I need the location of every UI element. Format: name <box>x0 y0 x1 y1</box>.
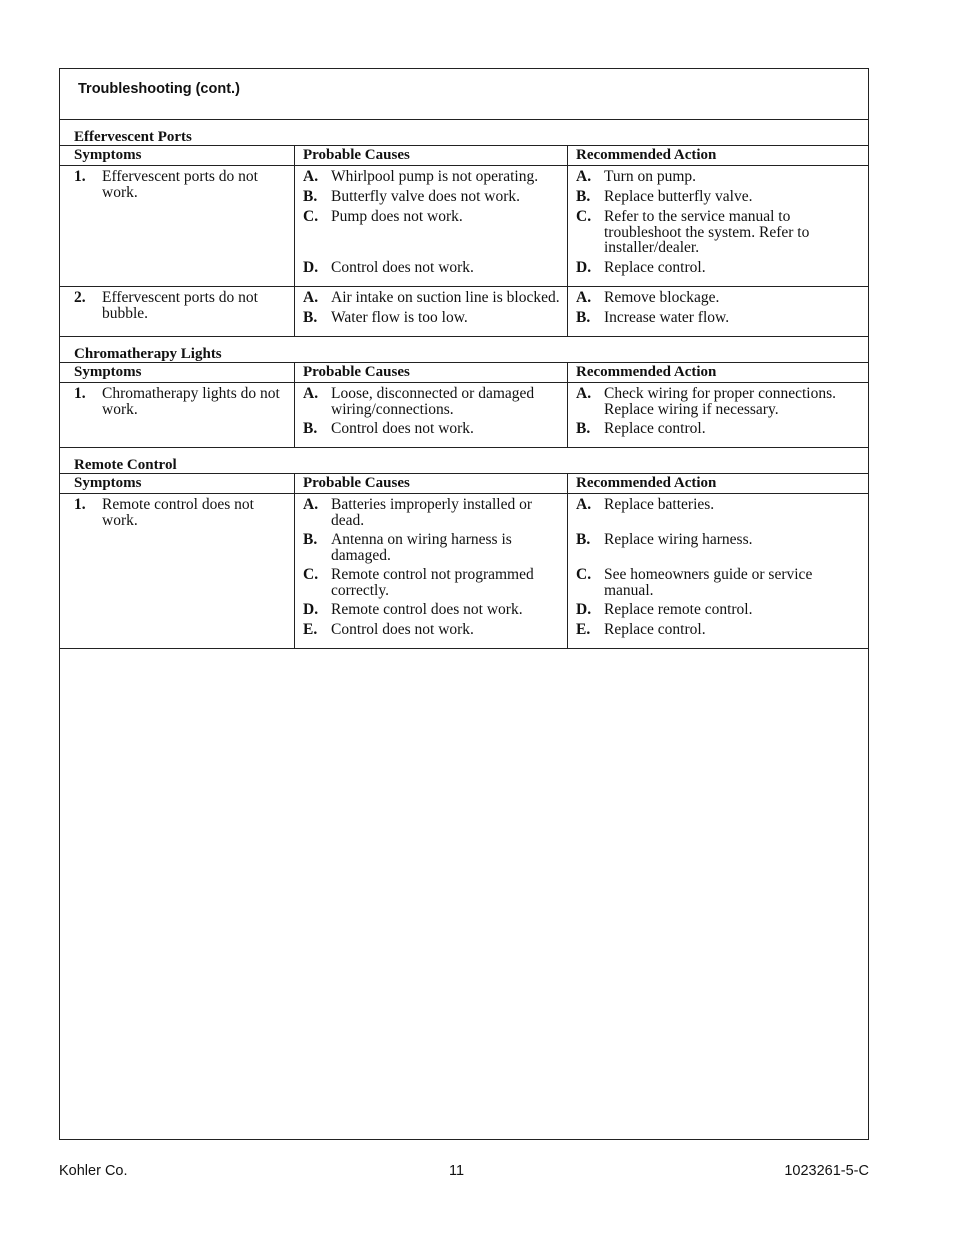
footer-company: Kohler Co. <box>59 1163 128 1179</box>
action-text: Replace remote control. <box>604 601 753 618</box>
action-letter: C. <box>576 566 592 583</box>
symptom-number: 1. <box>74 385 86 402</box>
action-letter: B. <box>576 309 591 326</box>
cause-letter: B. <box>303 188 318 205</box>
section-title: Chromatherapy Lights <box>60 337 868 363</box>
cause-text: Batteries improperly installed or dead. <box>331 496 533 529</box>
action-text: Replace control. <box>604 259 706 276</box>
symptom-number: 2. <box>74 289 86 306</box>
action-item <box>576 421 868 437</box>
action-item <box>576 497 868 528</box>
cause-text: Butterfly valve does not work. <box>331 188 520 205</box>
table-row <box>60 494 868 648</box>
cause-letter: C. <box>303 566 319 583</box>
symptom-number: 1. <box>74 496 86 513</box>
table-row <box>60 383 868 447</box>
action-text: Increase water flow. <box>604 309 730 326</box>
action-text: Check wiring for proper connections. Replace wiring if necessary. <box>604 385 837 418</box>
cause-text: Antenna on wiring harness is damaged. <box>331 531 512 564</box>
causes-cell <box>295 287 568 336</box>
cause-text: Whirlpool pump is not operating. <box>331 168 539 185</box>
action-letter: B. <box>576 420 591 437</box>
cause-text: Air intake on suction line is blocked. <box>331 289 560 306</box>
cause-item <box>303 386 567 417</box>
cause-text: Remote control not programmed correctly. <box>331 566 534 599</box>
symptom-number: 1. <box>74 168 86 185</box>
cause-text: Loose, disconnected or damaged wiring/connections. <box>331 385 535 418</box>
action-item <box>576 622 868 638</box>
page-footer <box>59 1163 869 1183</box>
action-text: Replace butterfly valve. <box>604 188 753 205</box>
cause-letter: A. <box>303 496 319 513</box>
action-letter: A. <box>576 385 592 402</box>
action-letter: D. <box>576 259 592 276</box>
symptom-item <box>74 290 294 321</box>
action-letter: A. <box>576 168 592 185</box>
cause-letter: C. <box>303 208 319 225</box>
cause-item <box>303 567 567 598</box>
title-row <box>60 69 868 120</box>
action-text: Remove blockage. <box>604 289 720 306</box>
action-item <box>576 310 868 326</box>
symptom-cell <box>60 287 295 336</box>
causes-header: Probable Causes <box>295 146 568 165</box>
sections-container <box>60 120 868 649</box>
section-0 <box>60 120 868 337</box>
symptoms-header: Symptoms <box>60 363 295 382</box>
action-text: See homeowners guide or service manual. <box>604 566 813 599</box>
cause-letter: B. <box>303 531 318 548</box>
symptom-cell <box>60 383 295 447</box>
cause-item <box>303 497 567 528</box>
action-letter: E. <box>576 621 591 638</box>
actions-cell <box>568 494 868 648</box>
cause-letter: A. <box>303 385 319 402</box>
cause-item <box>303 209 567 256</box>
actions-header: Recommended Action <box>576 364 717 380</box>
cause-letter: D. <box>303 259 319 276</box>
action-text: Turn on pump. <box>604 168 697 185</box>
action-text: Replace control. <box>604 621 706 638</box>
troubleshooting-table <box>59 68 869 1140</box>
action-text: Refer to the service manual to troubleshoot the system. Refer to installer/dealer. <box>604 208 810 256</box>
symptom-cell <box>60 166 295 286</box>
causes-header: Probable Causes <box>295 363 568 382</box>
causes-cell <box>295 383 568 447</box>
cause-item <box>303 532 567 563</box>
cause-letter: A. <box>303 168 319 185</box>
cause-item <box>303 189 567 205</box>
action-text: Replace wiring harness. <box>604 531 753 548</box>
cause-item <box>303 602 567 618</box>
section-1 <box>60 337 868 448</box>
actions-cell <box>568 383 868 447</box>
action-text: Replace batteries. <box>604 496 715 513</box>
action-item <box>576 567 868 598</box>
symptom-text: Chromatherapy lights do not work. <box>102 385 280 418</box>
action-item <box>576 169 868 185</box>
symptom-cell <box>60 494 295 648</box>
cause-text: Control does not work. <box>331 259 474 276</box>
action-item <box>576 386 868 417</box>
action-item <box>576 260 868 276</box>
cause-text: Remote control does not work. <box>331 601 523 618</box>
action-letter: A. <box>576 496 592 513</box>
action-item <box>576 209 868 256</box>
cause-text: Control does not work. <box>331 420 474 437</box>
actions-header: Recommended Action <box>576 475 717 491</box>
symptom-item <box>74 386 294 417</box>
footer-doc-number: 1023261-5-C <box>784 1163 869 1179</box>
causes-cell <box>295 166 568 286</box>
action-item <box>576 290 868 306</box>
cause-item <box>303 260 567 276</box>
symptoms-header: Symptoms <box>60 146 295 165</box>
symptom-item <box>74 169 294 200</box>
section-title: Remote Control <box>60 448 868 474</box>
cause-item <box>303 421 567 437</box>
table-row <box>60 287 868 336</box>
actions-cell <box>568 166 868 286</box>
action-text: Replace control. <box>604 420 706 437</box>
action-letter: A. <box>576 289 592 306</box>
section-title: Effervescent Ports <box>60 120 868 146</box>
symptom-text: Effervescent ports do not bubble. <box>102 289 258 322</box>
cause-text: Water flow is too low. <box>331 309 468 326</box>
page-title: Troubleshooting (cont.) <box>78 81 240 97</box>
cause-letter: D. <box>303 601 319 618</box>
cause-letter: B. <box>303 309 318 326</box>
action-letter: B. <box>576 188 591 205</box>
table-row <box>60 166 868 287</box>
action-item <box>576 189 868 205</box>
cause-item <box>303 169 567 185</box>
cause-letter: E. <box>303 621 318 638</box>
actions-cell <box>568 287 868 336</box>
action-letter: B. <box>576 531 591 548</box>
symptom-text: Remote control does not work. <box>102 496 254 529</box>
cause-item <box>303 310 567 326</box>
symptom-text: Effervescent ports do not work. <box>102 168 258 201</box>
column-header-row <box>60 474 868 494</box>
footer-page-number: 11 <box>449 1163 465 1179</box>
symptom-item <box>74 497 294 528</box>
actions-header: Recommended Action <box>576 147 717 163</box>
causes-header: Probable Causes <box>295 474 568 493</box>
column-header-row <box>60 146 868 166</box>
column-header-row <box>60 363 868 383</box>
symptoms-header: Symptoms <box>60 474 295 493</box>
action-letter: D. <box>576 601 592 618</box>
action-item <box>576 602 868 618</box>
cause-text: Control does not work. <box>331 621 474 638</box>
cause-text: Pump does not work. <box>331 208 463 225</box>
causes-cell <box>295 494 568 648</box>
cause-item <box>303 290 567 306</box>
action-letter: C. <box>576 208 592 225</box>
cause-letter: A. <box>303 289 319 306</box>
action-item <box>576 532 868 563</box>
section-2 <box>60 448 868 649</box>
cause-item <box>303 622 567 638</box>
cause-letter: B. <box>303 420 318 437</box>
